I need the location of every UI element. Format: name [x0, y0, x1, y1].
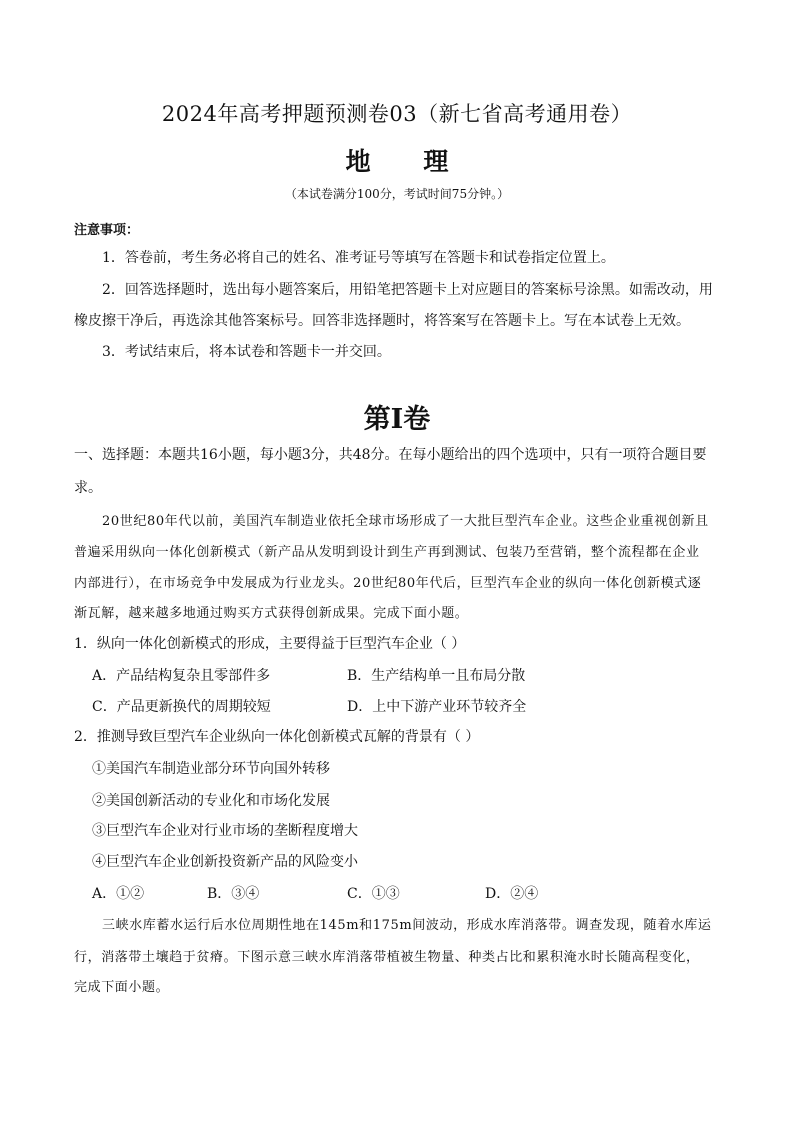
question-2-statement-2: ②美国创新活动的专业化和市场化发展 — [92, 793, 330, 809]
question-2-statement-1: ①美国汽车制造业部分环节向国外转移 — [92, 761, 330, 777]
question-1-option-a: A．产品结构复杂且零部件多 — [92, 668, 271, 684]
question-1-option-c: C．产品更新换代的周期较短 — [92, 699, 271, 715]
notice-item-2: 2．回答选择题时，选出每小题答案后，用铅笔把答题卡上对应题目的答案标号涂黑。如需改动，用 — [102, 282, 713, 298]
notice-heading: 注意事项： — [74, 223, 140, 238]
notice-item-2-cont: 橡皮擦干净后，再选涂其他答案标号。回答非选择题时，将答案写在答题卡上。写在本试卷上无效。 — [74, 313, 690, 329]
question-2-option-d: D．②④ — [485, 886, 539, 902]
exam-meta: （本试卷满分100分，考试时间75分钟。） — [284, 187, 510, 201]
question-2-option-a: A．①② — [92, 886, 145, 902]
question-1-option-d: D．上中下游产业环节较齐全 — [347, 699, 527, 715]
question-2-option-b: B．③④ — [207, 886, 260, 902]
question-2-stem: 2．推测导致巨型汽车企业纵向一体化创新模式瓦解的背景有（ ） — [74, 729, 480, 745]
section-title: 第I卷 — [363, 404, 431, 435]
notice-item-1: 1．答卷前，考生务必将自己的姓名、准考证号等填写在答题卡和试卷指定位置上。 — [102, 250, 615, 266]
exam-title: 2024年高考押题预测卷03（新七省高考通用卷） — [161, 102, 633, 126]
section-intro: 一、选择题：本题共16小题，每小题3分，共48分。在每小题给出的四个选项中，只有一项符合题目要 — [74, 447, 707, 463]
passage-1-line-2: 普遍采用纵向一体化创新模式（新产品从发明到设计到生产再到测试、包装乃至营销，整个流程都在企业 — [74, 545, 700, 560]
question-2-option-c: C．①③ — [347, 886, 400, 902]
passage-1-line-1: 20世纪80年代以前，美国汽车制造业依托全球市场形成了一大批巨型汽车企业。这些企业重视创新且 — [102, 514, 709, 529]
section-intro-cont: 求。 — [74, 480, 102, 496]
subject-title: 地 理 — [345, 147, 471, 176]
question-2-statement-4: ④巨型汽车企业创新投资新产品的风险变小 — [92, 854, 358, 870]
passage-1-line-4: 渐瓦解，越来越多地通过购买方式获得创新成果。完成下面小题。 — [74, 606, 469, 621]
question-1-stem: 1．纵向一体化创新模式的形成，主要得益于巨型汽车企业（ ） — [74, 636, 466, 652]
passage-2-line-3: 完成下面小题。 — [74, 980, 170, 995]
passage-2-line-1: 三峡水库蓄水运行后水位周期性地在145m和175m间波动，形成水库消落带。调查发现，随着水库运 — [102, 918, 712, 933]
question-2-statement-3: ③巨型汽车企业对行业市场的垄断程度增大 — [92, 823, 358, 839]
question-1-option-b: B．生产结构单一且布局分散 — [347, 668, 526, 684]
notice-item-3: 3．考试结束后，将本试卷和答题卡一并交回。 — [102, 344, 391, 360]
passage-1-line-3: 内部进行），在市场竞争中发展成为行业龙头。20世纪80年代后，巨型汽车企业的纵向一体化创新模式逐 — [74, 576, 702, 591]
passage-2-line-2: 行，消落带土壤趋于贫瘠。下图示意三峡水库消落带植被生物量、种类占比和累积淹水时长随高程变化， — [74, 950, 700, 965]
